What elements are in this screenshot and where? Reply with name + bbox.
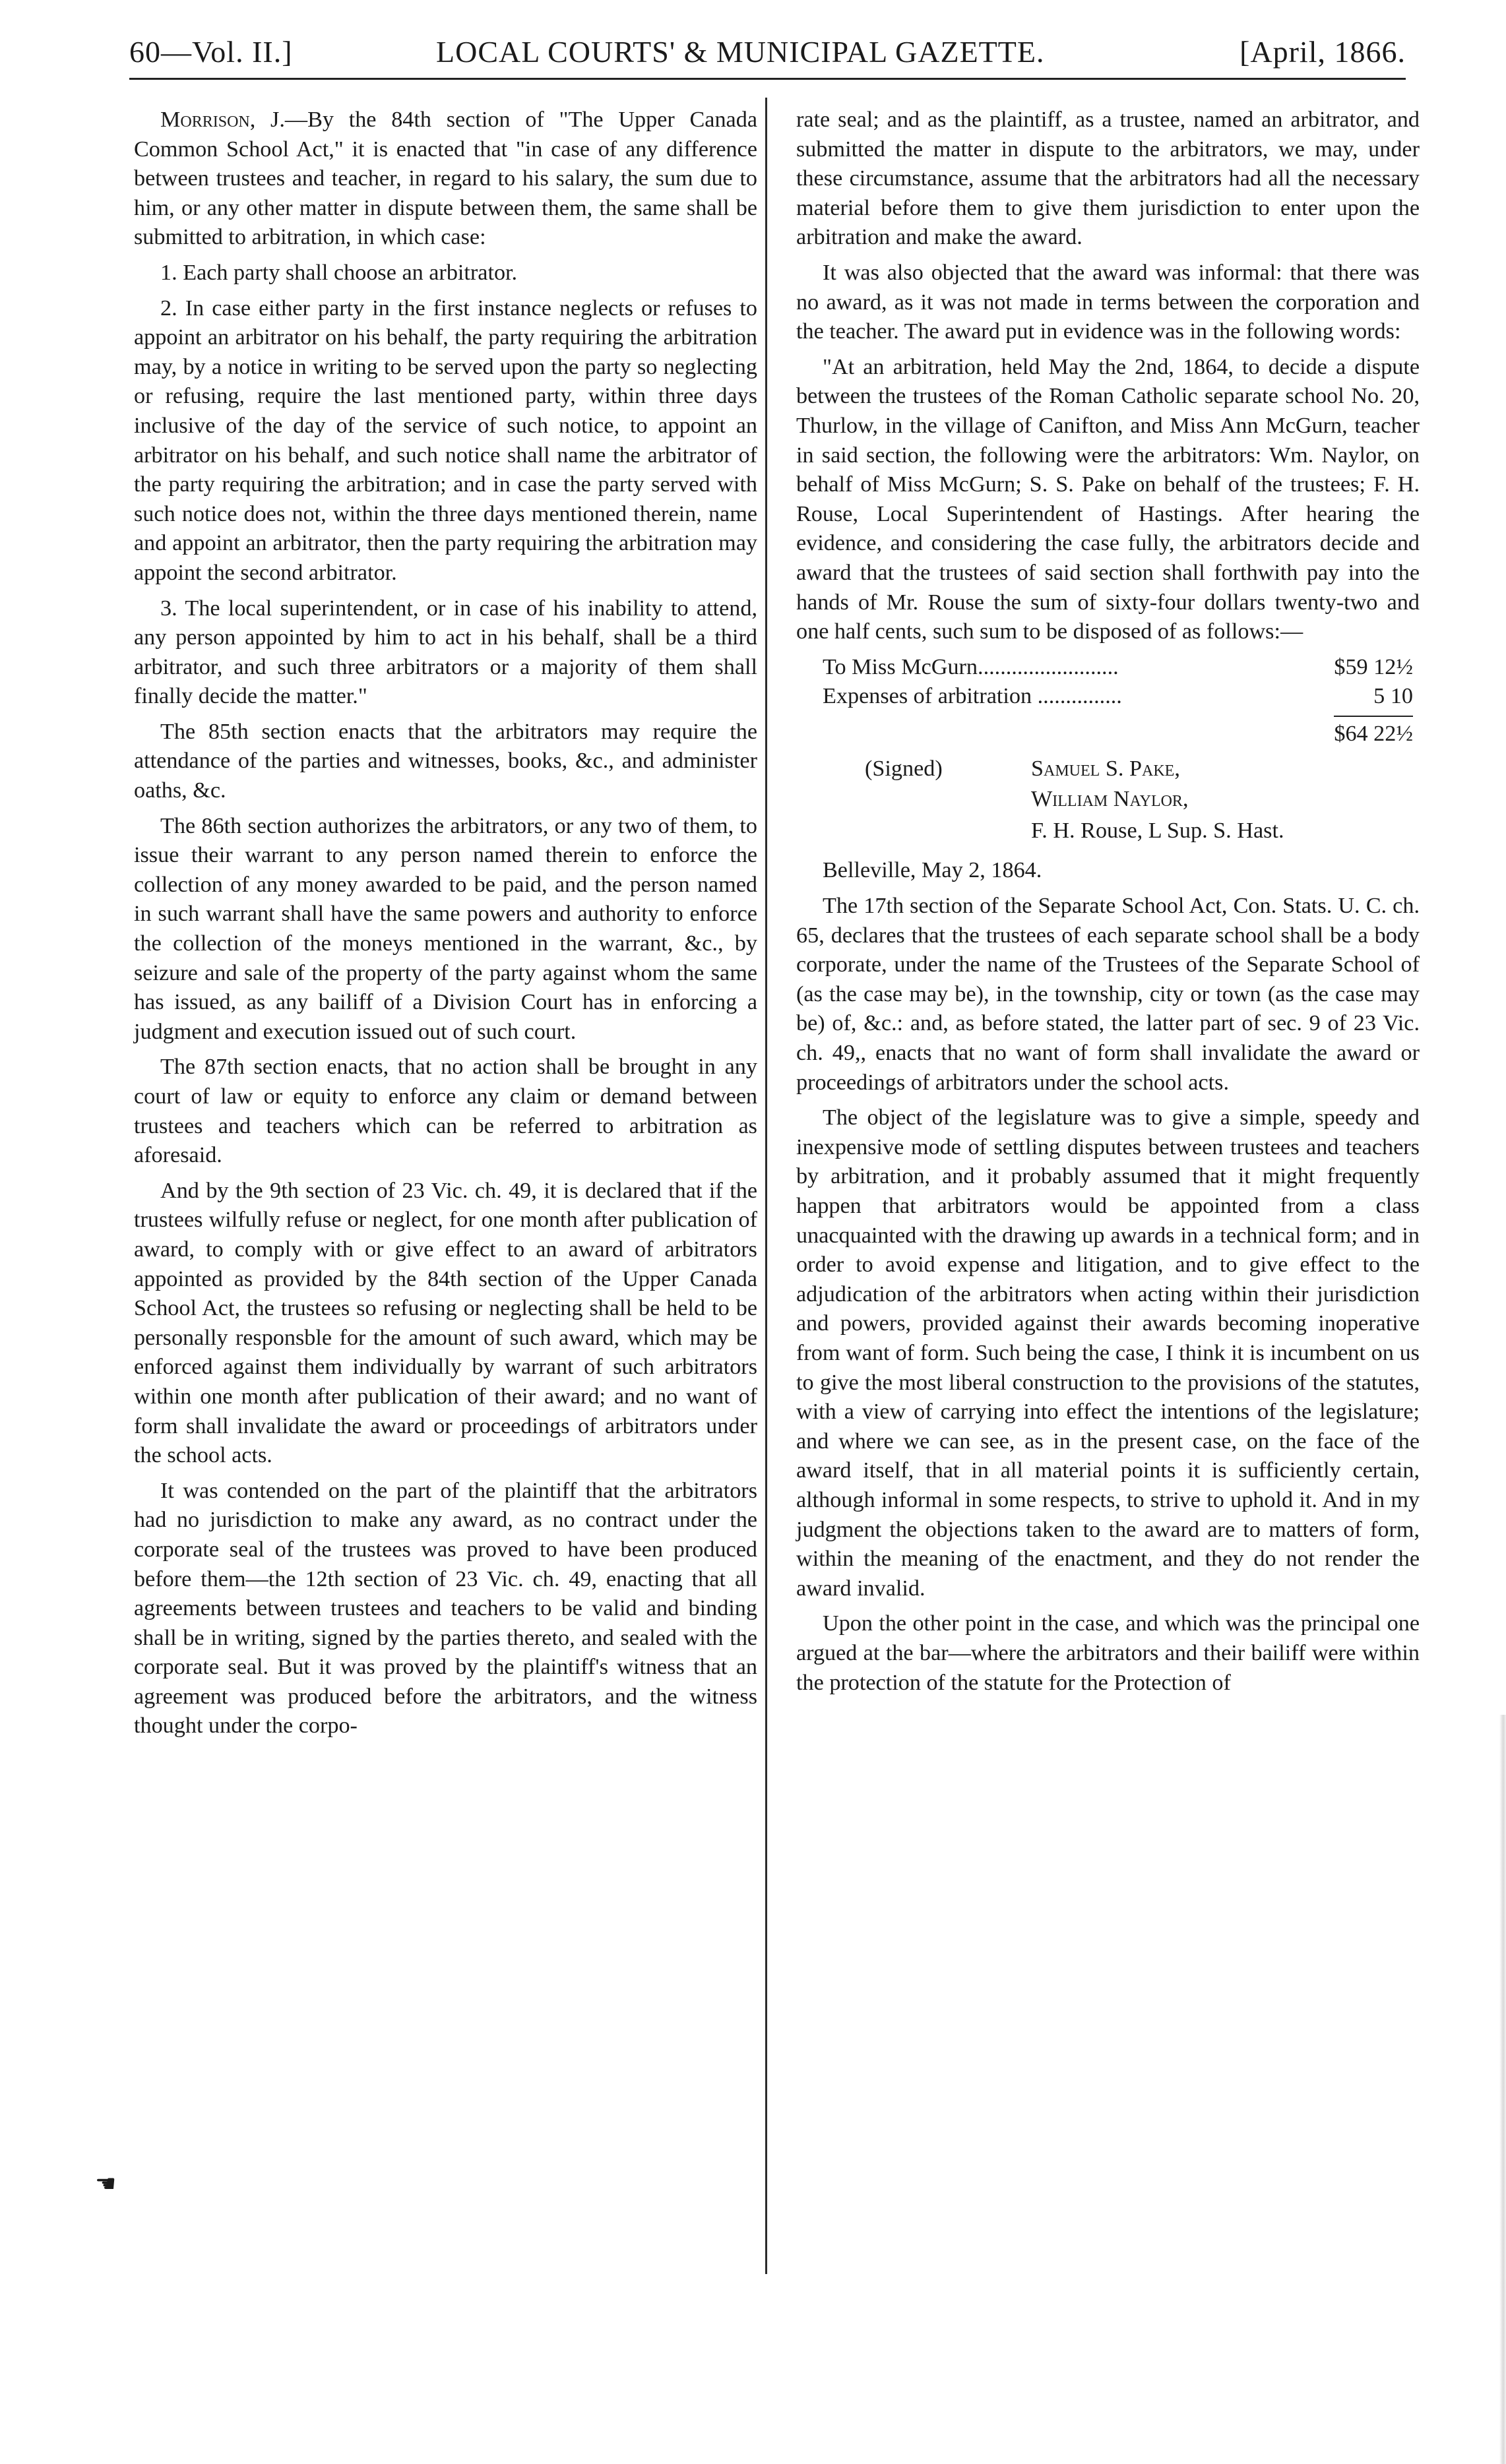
signed-label: (Signed) [865, 756, 943, 782]
issue-date: [April, 1866. [1239, 35, 1406, 69]
paragraph-text: —By the 84th section of "The Upper Canada Common School Act," it is enacted that "in case of any difference between trustees and teacher, in regard to his salary, the sum due to him, or any other matter in dispute between them, the same shall be submitted to arbitration, in which case: [134, 108, 758, 250]
paragraph: The 17th section of the Separate School Act, Con. Stats. U. C. ch. 65, declares that the trustees of each separate school shall be a body corporate, under the name of the Trustees of the Separate School of (as the case may be), in the township, city or town (as the case may be) of, &c.: and, as before stated, the latter part of sec. 9 of 23 Vic. ch. 49,, enacts that no want of form shall invalidate the award or proceedings of arbitrators under the school acts. [796, 894, 1420, 1095]
paragraph: The 87th section enacts, that no action shall be brought in any court of law or equity to enforce any claim or demand between trustees and teachers which can be referred to arbitration as aforesaid. [134, 1055, 757, 1168]
award-quote: "At an arbitration, held May the 2nd, 1864, to decide a dispute between the trustees of the Roman Catholic separate school No. 20, Thurlow, in the village of Canifton, and Miss Ann McGurn, teacher in said section, the following were the arbitrators: Wm. Naylor, on behalf of Miss McGurn; S. S. Pake on behalf of the trustees; F. H. Rouse, Local Superintendent of Hastings. After hearing the evidence, and considering the case fully, the arbitrators decide and award that the trustees of said section shall forthwith pay into the hands of Mr. Rouse the sum of sixty-four dollars twenty-two and one half cents, such sum to be disposed of as follows:— [796, 354, 1420, 644]
signature-block [796, 755, 1420, 852]
left-column [134, 106, 757, 1747]
award-line [796, 653, 1420, 683]
signatory: William Naylor, [1031, 787, 1189, 812]
column-divider [765, 98, 767, 2274]
place-date: Belleville, May 2, 1864. [823, 858, 1042, 883]
total-rule [1334, 716, 1413, 717]
award-line [796, 682, 1420, 712]
running-header [129, 34, 1406, 80]
award-line-label: To Miss McGurn......................... [823, 654, 1119, 679]
paragraph: It was contended on the part of the plaintiff that the arbitrators had no jurisdiction to make any award, as no contract under the corporate seal of the trustees was proved to have been produced before them—the 12th section of 23 Vic. ch. 49, enacting that all agreements between trustees and teachers to be valid and binding shall be in writing, signed by the parties thereto, and sealed with the corporate seal. But it was proved by the plaintiff's witness that an agreement was produced before the arbitrators, and the witness thought under the corpo- [134, 1478, 757, 1739]
paragraph: The object of the legislature was to give a simple, speedy and inexpensive mode of settling disputes between trustees and teachers by arbitration, and it probably assumed that it might frequently happen that arbitrators would be appointed from a class unacquainted with the drawing up awards in a technical form; and in order to avoid expense and litigation, and to give effect to the adjudication of the arbitrators when acting within their jurisdiction and powers, provided against their awards becoming inoperative from want of form. Such being the case, I think it is incumbent on us to give the most liberal construction to the provisions of the statutes, with a view of carrying into effect the intentions of the legislature; and where we can see, as in the present case, on the face of the award itself, that in all material points it is sufficiently certain, although informal in some respects, to strive to uphold it. And in my judgment the objections taken to the award are to matters of form, within the meaning of the enactment, and they do not render the award invalid. [796, 1105, 1420, 1601]
pointing-hand-icon: ☚ [95, 2171, 117, 2197]
paragraph: The 86th section authorizes the arbitrators, or any two of them, to issue their warrant to any person named therein to enforce the collection of any money awarded to be paid, and the person named in such warrant shall have the same powers and authority to enforce the collection of the moneys mentioned in the warrant, &c., by seizure and sale of the property of the party against whom the same has issued, as any bailiff of a Division Court has in enforcing a judgment and execution issued out of such court. [134, 813, 757, 1044]
paragraph: 3. The local superintendent, or in case of his inability to attend, any person appointed by him to act in his behalf, shall be a third arbitrator, and such three arbitrators or a majority of them shall finally decide the matter." [134, 596, 757, 709]
paragraph: rate seal; and as the plaintiff, as a trustee, named an arbitrator, and submitted the matter in dispute to the arbitrators, we may, under these circumstance, assume that the arbitrators had all the necessary material before them to give them jurisdiction to enter upon the arbitration and make the award. [796, 108, 1420, 250]
award-line-amount: 5 10 [1373, 684, 1413, 709]
award-line-label: Expenses of arbitration ............... [823, 684, 1122, 709]
paragraph: 1. Each party shall choose an arbitrator. [160, 260, 518, 285]
page-edge-shadow [1499, 1715, 1506, 2464]
paragraph: It was also objected that the award was informal: that there was no award, as it was not made in terms between the corporation and the teacher. The award put in evidence was in the following words: [796, 260, 1420, 344]
publication-title: LOCAL COURTS' & MUNICIPAL GAZETTE. [436, 35, 1045, 69]
paragraph: And by the 9th section of 23 Vic. ch. 49, it is declared that if the trustees wilfully refuse or neglect, for one month after publication of award, to comply with or give effect to an award of arbitrators appointed as provided by the 84th section of the Upper Canada School Act, the trustees so refusing or neglecting shall be held to be personally responsble for the amount of such award, which may be enforced against them individually by warrant of such arbitrators within one month after publication of their award; and no want of form shall invalidate the award or proceedings of arbitrators under the school acts. [134, 1178, 757, 1468]
paragraph [134, 106, 757, 253]
award-total: $64 22½ [1334, 721, 1413, 746]
paragraph: The 85th section enacts that the arbitrators may require the attendance of the parties and witnesses, books, &c., and administer oaths, &c. [134, 719, 757, 803]
header-rule [129, 78, 1406, 80]
signatory: F. H. Rouse, L Sup. S. Hast. [1031, 818, 1284, 844]
award-line-amount: $59 12½ [1334, 654, 1413, 679]
paragraph: 2. In case either party in the first instance neglects or refuses to appoint an arbitrator on his behalf, the party requiring the arbitration may, by a notice in writing to be served upon the party so neglecting or refusing, require the last mentioned party, within three days inclusive of the day of the service of such notice, to appoint an arbitrator on his behalf, and such notice shall name the arbitrator of the party requiring the arbitration; and in case the party served with such notice does not, within the three days mentioned therein, name and appoint an arbitrator, then the party requiring the arbitration may appoint the second arbitrator. [134, 295, 757, 585]
paragraph: Upon the other point in the case, and which was the principal one argued at the bar—where the arbitrators and their bailiff were within the protection of the statute for the Protection of [796, 1611, 1420, 1695]
judge-name: Morrison, J. [160, 108, 285, 132]
signatory: Samuel S. Pake, [1031, 756, 1180, 782]
right-column [796, 106, 1420, 1704]
page-volume: 60—Vol. II.] [129, 35, 293, 69]
